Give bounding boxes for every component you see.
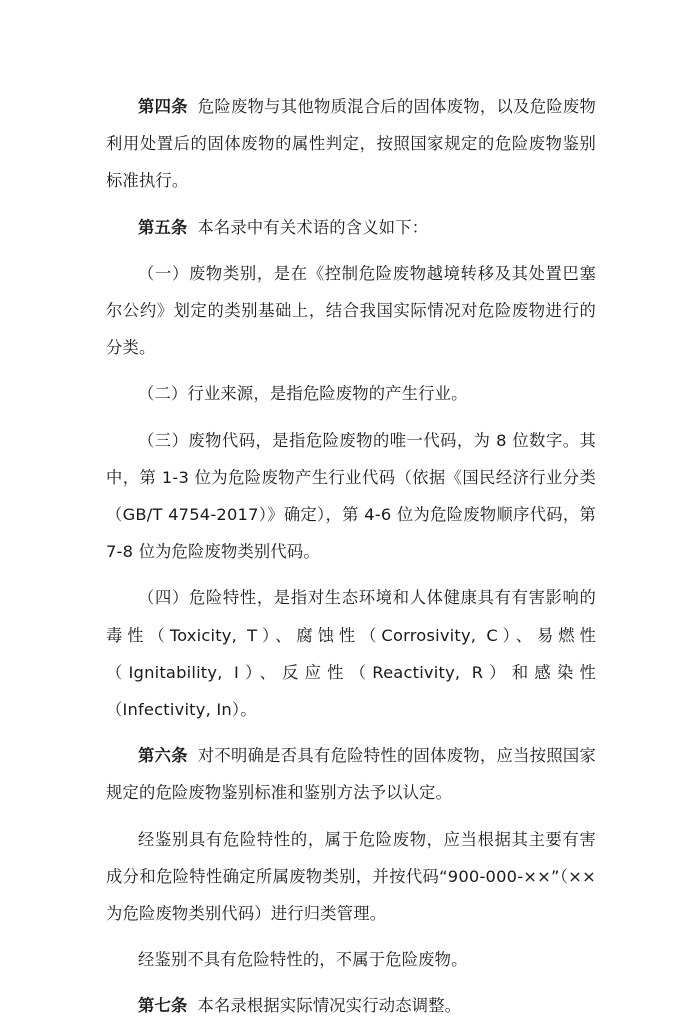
- term-waste-category-paragraph: [106, 255, 596, 367]
- article-5-paragraph: [106, 209, 596, 246]
- article-7-paragraph: [106, 987, 596, 1024]
- identified-non-hazardous-paragraph: [106, 941, 596, 978]
- paragraph-text: 经鉴别不具有危险特性的，不属于危险废物。: [138, 950, 468, 970]
- document-body: [106, 88, 596, 1034]
- article-heading: 第七条: [138, 996, 188, 1016]
- paragraph-text: 危险废物与其他物质混合后的固体废物，以及危险废物利用处置后的固体废物的属性判定，按照国家规定的危险废物鉴别标准执行。: [106, 97, 596, 191]
- term-waste-code-paragraph: [106, 422, 596, 571]
- article-heading: 第六条: [138, 746, 188, 766]
- paragraph-text: 经鉴别具有危险特性的，属于危险废物，应当根据其主要有害成分和危险特性确定所属废物类别，并按代码“900-000-××”（××为危险废物类别代码）进行归类管理。: [106, 829, 596, 924]
- paragraph-text: 本名录中有关术语的含义如下：: [197, 217, 429, 237]
- paragraph-text: （四）危险特性，是指对生态环境和人体健康具有有害影响的毒性（Toxicity, T）、腐蚀性（Corrosivity, C）、易燃性（Ignitability, I）、反应性（Reactivity, R）和感染性（Infectivity, In）。: [106, 588, 596, 720]
- article-heading: 第四条: [138, 97, 188, 116]
- article-6-paragraph: [106, 737, 596, 811]
- article-heading: 第五条: [138, 217, 188, 237]
- paragraph-text: 本名录根据实际情况实行动态调整。: [197, 996, 462, 1016]
- term-hazard-characteristics-paragraph: [106, 579, 596, 728]
- identified-hazardous-paragraph: [106, 821, 596, 933]
- paragraph-text: （三）废物代码，是指危险废物的唯一代码，为 8 位数字。其中，第 1-3 位为危险废物产生行业代码（依据《国民经济行业分类（GB/T 4754-2017）》确定），第 4-6 位为危险废物顺序代码，第 7-8 位为危险废物类别代码。: [106, 430, 596, 562]
- term-industry-source-paragraph: [106, 375, 596, 412]
- paragraph-text: （二）行业来源，是指危险废物的产生行业。: [138, 384, 468, 404]
- paragraph-text: （一）废物类别，是在《控制危险废物越境转移及其处置巴塞尔公约》划定的类别基础上，结合我国实际情况对危险废物进行的分类。: [106, 263, 596, 358]
- article-4-paragraph: [106, 88, 596, 200]
- paragraph-text: 对不明确是否具有危险特性的固体废物，应当按照国家规定的危险废物鉴别标准和鉴别方法予以认定。: [106, 746, 596, 803]
